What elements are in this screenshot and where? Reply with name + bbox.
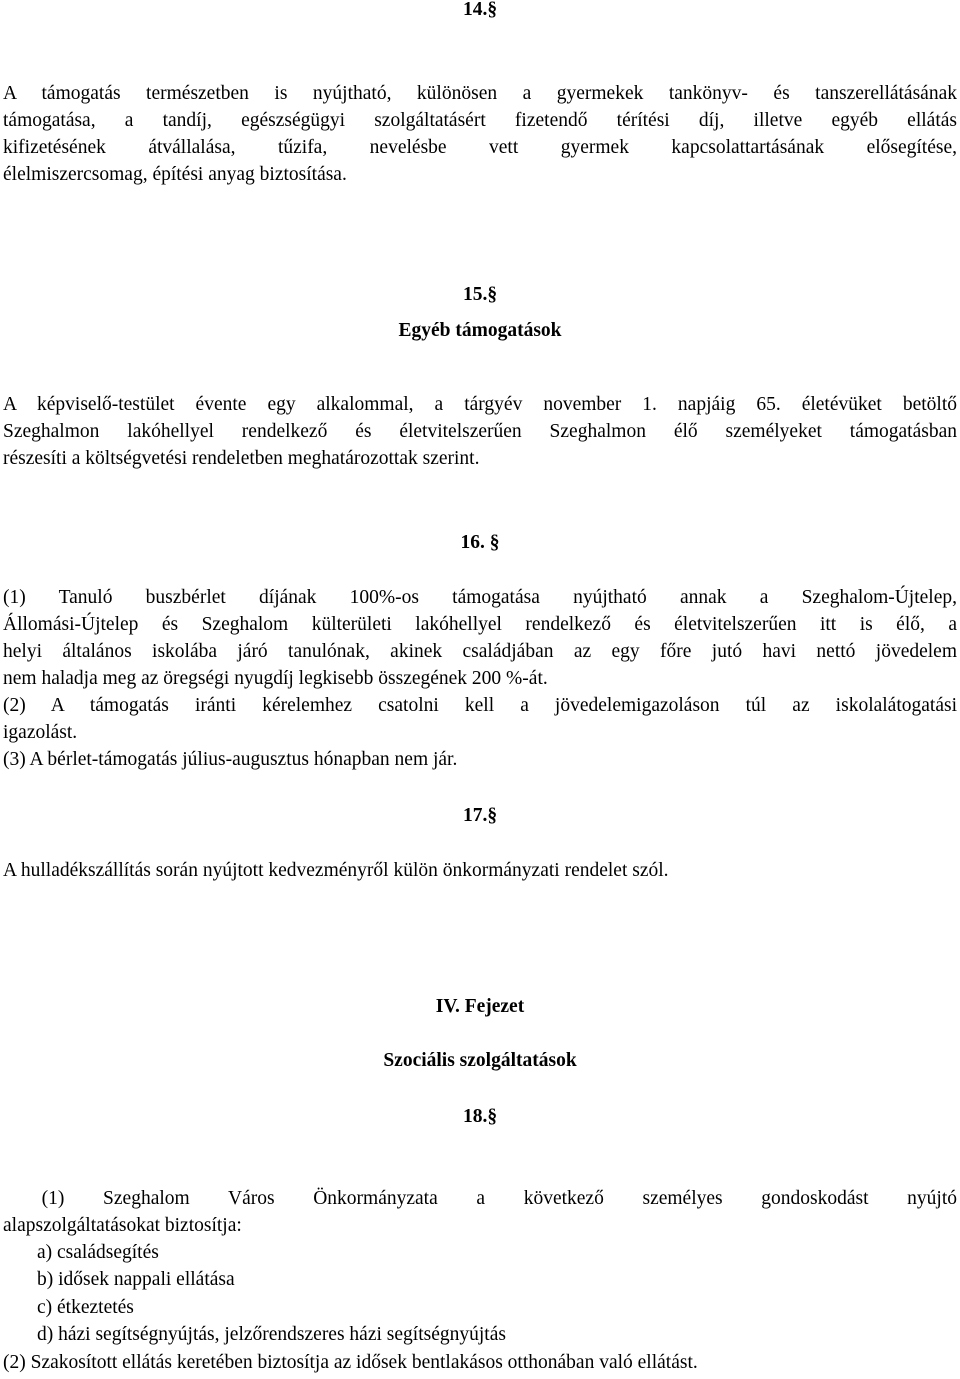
section-14-line-1: A támogatás természetben is nyújtható, különösen a gyermekek tankönyv- és tanszerellátásának (3, 83, 957, 104)
section-15-title: Egyéb támogatások (398, 320, 562, 341)
section-15-heading: 15.§ (462, 284, 498, 305)
section-15-line-2: Szeghalmon lakóhellyel rendelkező és életvitelszerűen Szeghalmon élő személyeket támogatásban (3, 421, 957, 442)
section-15-paragraph (3, 391, 957, 472)
section-18-heading: 18.§ (462, 1106, 498, 1127)
list-item-a: a) családsegítés (37, 1242, 159, 1263)
section-18-intro-line-2: alapszolgáltatásokat biztosítja: (3, 1215, 242, 1236)
section-15-line-3: részesíti a költségvetési rendeletben meghatározottak szerint. (3, 448, 480, 469)
section-16-paragraph-2 (3, 692, 957, 746)
list-item-b: b) idősek nappali ellátása (37, 1269, 235, 1290)
section-16-p1-line-2: Állomási-Újtelep és Szeghalom külterületi lakóhellyel rendelkező és életvitelszerűen itt is élő, a (3, 614, 957, 635)
section-18-intro (3, 1185, 957, 1239)
list-item-d: d) házi segítségnyújtás, jelzőrendszeres házi segítségnyújtás (37, 1324, 506, 1345)
section-14-paragraph (3, 80, 957, 188)
section-16-p2-line-1: (2) A támogatás iránti kérelemhez csatolni kell a jövedelemigazoláson túl az iskolalátogatási (3, 695, 957, 716)
section-14-line-4: élelmiszercsomag, építési anyag biztosítása. (3, 164, 347, 185)
section-18-paragraph-2: (2) Szakosított ellátás keretében biztosítja az idősek bentlakásos otthonában való ellátást. (3, 1352, 698, 1373)
chapter-number: IV. Fejezet (435, 996, 525, 1017)
section-14-heading: 14.§ (462, 0, 498, 20)
section-16-paragraph-1 (3, 584, 957, 692)
section-17-paragraph: A hulladékszállítás során nyújtott kedvezményről külön önkormányzati rendelet szól. (3, 860, 669, 881)
section-16-heading: 16. § (460, 532, 500, 553)
section-14-line-3: kifizetésének átvállalása, tűzifa, nevelésbe vett gyermek kapcsolattartásának elősegítése, (3, 137, 957, 158)
section-16-paragraph-3: (3) A bérlet-támogatás július-augusztus hónapban nem jár. (3, 749, 458, 770)
section-15-line-1: A képviselő-testület évente egy alkalommal, a tárgyév november 1. napjáig 65. életévüket betöltő (3, 394, 957, 415)
section-17-heading: 17.§ (462, 805, 498, 826)
section-16-p1-line-3: helyi általános iskolába járó tanulónak, akinek családjában az egy főre jutó havi nettó jövedelem (3, 641, 957, 662)
list-item-c: c) étkeztetés (37, 1297, 134, 1318)
section-18-intro-line-1: (1) Szeghalom Város Önkormányzata a következő személyes gondoskodást nyújtó (3, 1188, 957, 1209)
section-16-p1-line-4: nem haladja meg az öregségi nyugdíj legkisebb összegének 200 %-át. (3, 668, 548, 689)
section-14-line-2: támogatása, a tandíj, egészségügyi szolgáltatásért fizetendő térítési díj, illetve egyéb ellátás (3, 110, 957, 131)
section-16-p2-line-2: igazolást. (3, 722, 78, 743)
section-16-p1-line-1: (1) Tanuló buszbérlet díjának 100%-os támogatása nyújtható annak a Szeghalom-Újtelep, (3, 587, 957, 608)
chapter-title: Szociális szolgáltatások (383, 1050, 577, 1071)
